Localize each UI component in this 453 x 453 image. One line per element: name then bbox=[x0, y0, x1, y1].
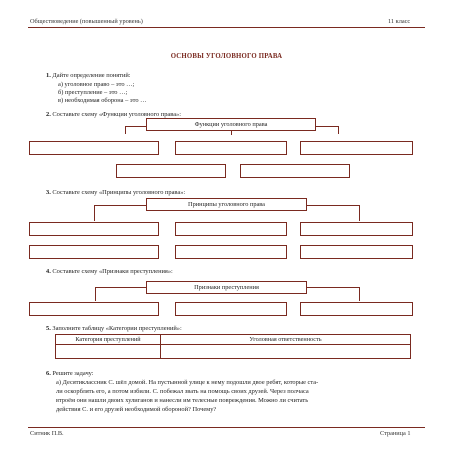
task-2-text: Составьте схему «Функции уголовного права»: bbox=[52, 111, 181, 118]
scheme-4-connector-left-down bbox=[95, 287, 96, 301]
scheme-2-connector-left-down bbox=[125, 126, 126, 134]
task-6-line-3: втроём они нашли двоих хулиганов и нанесли им телесные повреждения. Можно ли считать bbox=[56, 397, 309, 404]
scheme-3-box-2[interactable] bbox=[175, 222, 287, 236]
scheme-2-connector-left bbox=[125, 126, 147, 127]
scheme-3-root bbox=[146, 198, 307, 211]
categories-table bbox=[55, 334, 411, 359]
table-row bbox=[56, 345, 411, 359]
header-rule bbox=[28, 27, 425, 28]
scheme-4-connector-left bbox=[95, 287, 146, 288]
task-2-number: 2. bbox=[46, 111, 51, 118]
table-header-row bbox=[56, 335, 411, 345]
task-1-item-c: в) необходимая оборона – это … bbox=[58, 97, 147, 104]
task-6-number: 6. bbox=[46, 370, 51, 377]
scheme-4-box-1[interactable] bbox=[29, 302, 159, 316]
scheme-3-root-label: Принципы уголовного права bbox=[188, 201, 265, 208]
footer-page-number: Страница 1 bbox=[380, 430, 411, 437]
footer-author: Ситник П.В. bbox=[30, 430, 64, 437]
header-grade: 11 класс bbox=[388, 18, 411, 25]
scheme-3-connector-right bbox=[307, 205, 359, 206]
scheme-3-box-5[interactable] bbox=[175, 245, 287, 259]
scheme-4-connector-right-down bbox=[359, 287, 360, 301]
scheme-4-box-3[interactable] bbox=[300, 302, 413, 316]
scheme-3-connector-right-down bbox=[359, 205, 360, 221]
task-3-number: 3. bbox=[46, 189, 51, 196]
scheme-2-box-2[interactable] bbox=[175, 141, 287, 155]
task-5-text: Заполните таблицу «Категории преступлений»: bbox=[52, 325, 182, 332]
task-6 bbox=[46, 370, 94, 377]
scheme-3-connector-left bbox=[94, 205, 146, 206]
column-liability: Уголовная ответственность bbox=[161, 335, 411, 345]
scheme-2-box-5[interactable] bbox=[240, 164, 350, 178]
task-6-line-1: а) Десятиклассник С. шёл домой. На пустынной улице к нему подошли двое ребят, которые ста- bbox=[56, 379, 319, 386]
scheme-3-box-1[interactable] bbox=[29, 222, 159, 236]
task-1-item-a: а) уголовное право – это …; bbox=[58, 81, 135, 88]
task-6-line-4: действия С. и его друзей необходимой обороной? Почему? bbox=[56, 406, 217, 413]
scheme-2-connector-right-down bbox=[338, 126, 339, 134]
header-subject: Обществоведение (повышенный уровень) bbox=[30, 18, 143, 25]
scheme-3-connector-left-down bbox=[94, 205, 95, 221]
task-1-number: 1. bbox=[46, 72, 51, 79]
task-6-text: Решите задачу: bbox=[52, 370, 94, 377]
table-cell[interactable] bbox=[56, 345, 161, 359]
task-6-line-2: ли оскорблять его, а потом избили. С. побежал звать на помощь своих друзей. Через полчаса bbox=[56, 388, 309, 395]
scheme-2-box-3[interactable] bbox=[300, 141, 413, 155]
scheme-3-box-6[interactable] bbox=[300, 245, 413, 259]
column-category: Категория преступлений bbox=[56, 335, 161, 345]
task-1-item-b: б) преступление – это …; bbox=[58, 89, 128, 96]
scheme-2-box-1[interactable] bbox=[29, 141, 159, 155]
page-title: ОСНОВЫ УГОЛОВНОГО ПРАВА bbox=[170, 53, 283, 60]
task-5-number: 5. bbox=[46, 325, 51, 332]
task-3 bbox=[46, 189, 185, 196]
task-1-text: Дайте определение понятий: bbox=[52, 72, 131, 79]
task-5 bbox=[46, 325, 182, 332]
scheme-2-box-4[interactable] bbox=[116, 164, 226, 178]
scheme-4-root bbox=[146, 281, 307, 294]
scheme-2-connector-mid bbox=[231, 131, 232, 135]
table-cell[interactable] bbox=[161, 345, 411, 359]
scheme-4-root-label: Признаки преступления bbox=[194, 284, 259, 291]
task-4 bbox=[46, 268, 173, 275]
scheme-4-connector-right bbox=[307, 287, 359, 288]
task-4-text: Составьте схему «Признаки преступления»: bbox=[52, 268, 173, 275]
scheme-4-box-2[interactable] bbox=[175, 302, 287, 316]
task-4-number: 4. bbox=[46, 268, 51, 275]
task-1 bbox=[46, 72, 131, 79]
scheme-3-box-3[interactable] bbox=[300, 222, 413, 236]
scheme-2-root bbox=[146, 118, 316, 131]
footer-rule bbox=[28, 427, 425, 428]
scheme-3-box-4[interactable] bbox=[29, 245, 159, 259]
task-3-text: Составьте схему «Принципы уголовного права»: bbox=[52, 189, 186, 196]
scheme-2-root-label: Функции уголовного права bbox=[194, 121, 268, 128]
scheme-2-connector-right bbox=[316, 126, 338, 127]
task-2 bbox=[46, 111, 181, 118]
